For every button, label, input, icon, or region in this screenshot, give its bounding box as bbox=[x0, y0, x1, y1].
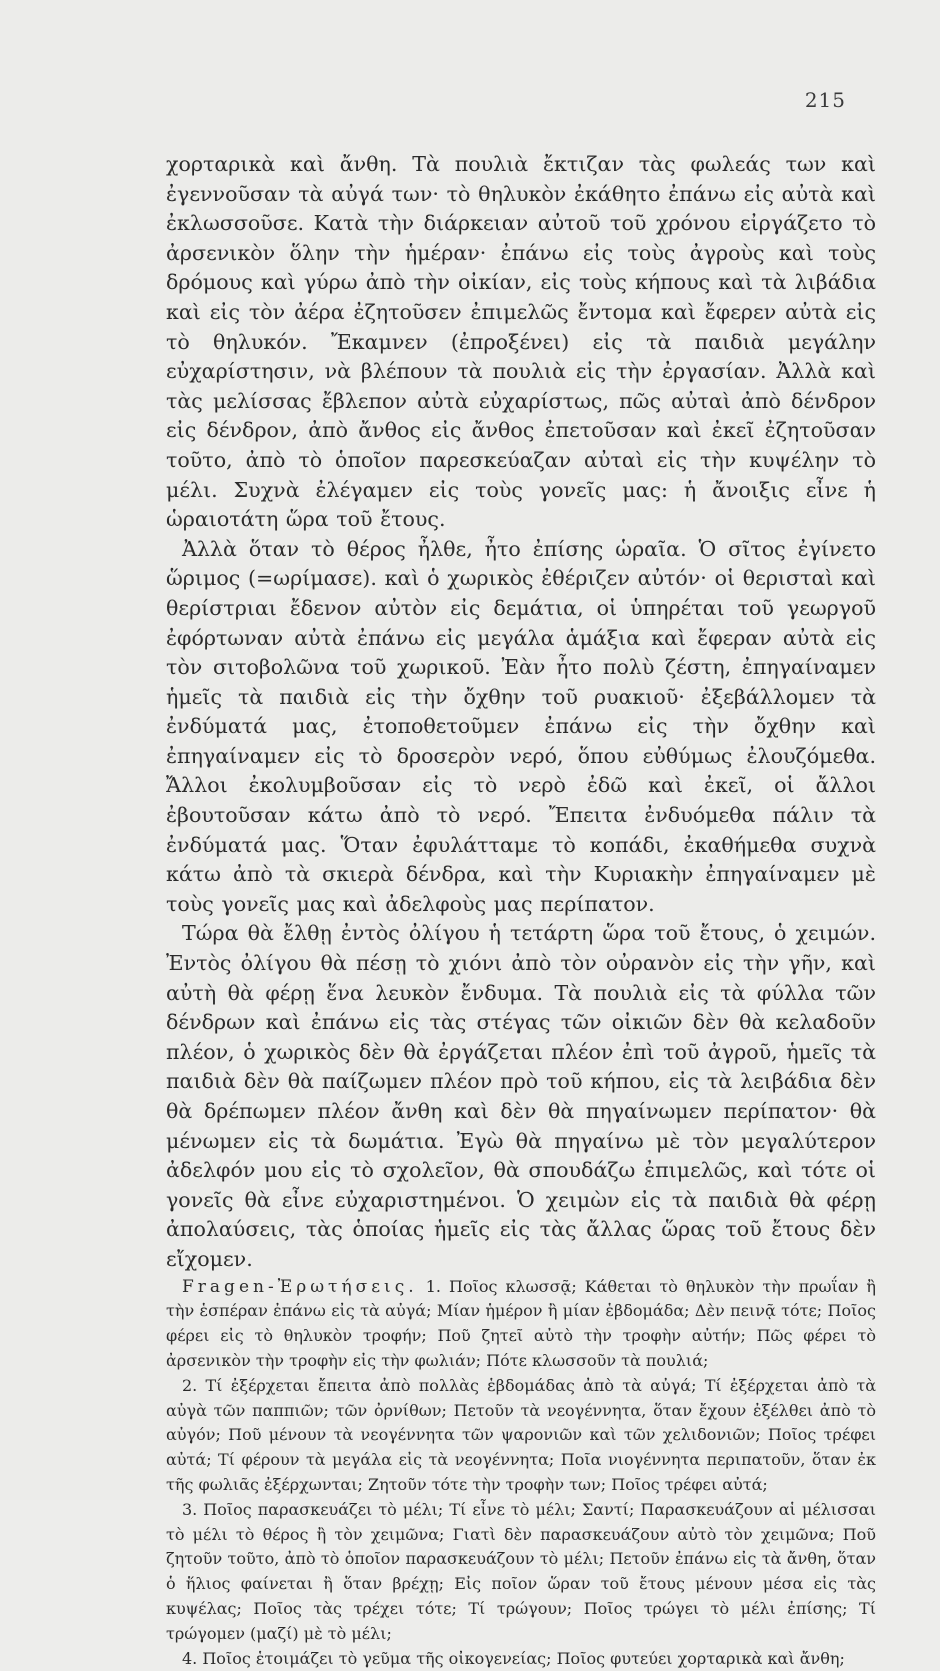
question-item-1: 1. Ποῖος κλωσσᾷ; Κάθεται τὸ θηλυκὸν τὴν πρωΐαν ἢ τὴν ἑσπέραν ἐπάνω εἰς τὰ αὐγά; Μίαν ἡμέρον ἢ μίαν ἑβδομάδα; Δὲν πεινᾷ τότε; Ποῖος φέρει εἰς τὸ θηλυκὸν τροφήν; Ποῦ ζητεῖ αὐτὸ τὴν τροφὴν αὐτήν; Πῶς φέρει τὸ ἀρσενικὸν τὴν τροφὴν εἰς τὴν φωλιάν; Πότε κλωσσοῦν τὰ πουλιά; bbox=[166, 1276, 876, 1370]
body-text bbox=[166, 150, 876, 1671]
paragraph-winter: Τώρα θὰ ἔλθῃ ἐντὸς ὀλίγου ἡ τετάρτη ὥρα τοῦ ἔτους, ὁ χειμών. Ἐντὸς ὀλίγου θὰ πέσῃ τὸ χιόνι ἀπὸ τὸν οὐρανὸν εἰς τὴν γῆν, καὶ αὐτὴ θὰ φέρῃ ἕνα λευκὸν ἔνδυμα. Τὰ πουλιὰ εἰς τὰ φύλλα τῶν δένδρων καὶ ἐπάνω εἰς τὰς στέγας τῶν οἰκιῶν δὲν θὰ κελαδοῦν πλέον, ὁ χωρικὸς δὲν θὰ ἐργάζεται πλέον ἐπὶ τοῦ ἀγροῦ, ἡμεῖς τὰ παιδιὰ δὲν θὰ παίζωμεν πλέον πρὸ τοῦ κήπου, εἰς τὰ λειβάδια δὲν θὰ δρέπωμεν πλέον ἄνθη καὶ δὲν θὰ πηγαίνωμεν περίπατον· θὰ μένωμεν εἰς τὰ δωμάτια. Ἐγὼ θὰ πηγαίνω μὲ τὸν μεγαλύτερον ἀδελφόν μου εἰς τὸ σχολεῖον, θὰ σπουδάζω ἐπιμελῶς, καὶ τότε οἱ γονεῖς θὰ εἶνε εὐχαριστημένοι. Ὁ χειμὼν εἰς τὰ παιδιὰ θὰ φέρῃ ἀπολαύσεις, τὰς ὁποίας ἡμεῖς εἰς τὰς ἄλλας ὥρας τοῦ ἔτους δὲν εἴχομεν. bbox=[166, 921, 876, 1271]
questions-section bbox=[166, 1275, 876, 1671]
question-block-1 bbox=[166, 1275, 876, 1374]
questions-heading: Fragen-Ἐρωτήσεις. bbox=[182, 1276, 418, 1297]
question-block-2: 2. Τί ἐξέρχεται ἔπειτα ἀπὸ πολλὰς ἑβδομάδας ἀπὸ τὰ αὐγά; Τί ἐξέρχεται ἀπὸ τὰ αὐγὰ τῶν παππιῶν; τῶν ὀρνίθων; Πετοῦν τὰ νεογέννητα, ὅταν ἔχουν ἐξέλθει ἀπὸ τὸ αὐγόν; Ποῦ μένουν τὰ νεογέννητα τῶν ψαρονιῶν καὶ τῶν χελιδονιῶν; Ποῖος τρέφει αὐτά; Τί φέρουν τὰ μεγάλα εἰς τὰ νεογέννητα; Ποῖα νιογέννητα περιπατοῦν, ὅταν ἐκ τῆς φωλιᾶς ἐξέρχωνται; Ζητοῦν τότε τὴν τροφὴν των; Ποῖος τρέφει αὐτά; bbox=[166, 1375, 876, 1494]
question-block-3: 3. Ποῖος παρασκευάζει τὸ μέλι; Τί εἶνε τὸ μέλι; Σαντί; Παρασκευάζουν αἱ μέλισσαι τὸ μέλι τὸ θέρος ἢ τὸν χειμῶνα; Γιατὶ δὲν παρασκευάζουν αὐτὸ τὸν χειμῶνα; Ποῦ ζητοῦν τοῦτο, ἀπὸ τὸ ὁποῖον παρασκευάζουν τὸ μέλι; Πετοῦν ἐπάνω εἰς τὰ ἄνθη, ὅταν ὁ ἥλιος φαίνεται ἢ ὅταν βρέχῃ; Εἰς ποῖον ὥραν τοῦ ἔτους μένουν μέσα εἰς τὰς κυψέλας; Ποῖος τὰς τρέχει τότε; Τί τρώγουν; Ποῖος τρώγει τὸ μέλι ἐπίσης; Τί τρώγομεν (μαζί) μὲ τὸ μέλι; bbox=[166, 1499, 876, 1643]
paragraph-spring: χορταρικὰ καὶ ἄνθη. Τὰ πουλιὰ ἔκτιζαν τὰς φωλεάς των καὶ ἐγεννοῦσαν τὰ αὐγά των· τὸ θηλυκὸν ἐκάθητο ἐπάνω εἰς αὐτὰ καὶ ἐκλωσσοῦσε. Κατὰ τὴν διάρκειαν αὐτοῦ τοῦ χρόνου εἰργάζετο τὸ ἀρσενικὸν ὅλην τὴν ἡμέραν· ἐπάνω εἰς τοὺς ἀγροὺς καὶ τοὺς δρόμους καὶ γύρω ἀπὸ τὴν οἰκίαν, εἰς τοὺς κήπους καὶ τὰ λιβάδια καὶ εἰς τὸν ἀέρα ἐζητοῦσεν ἐπιμελῶς ἔντομα καὶ ἔφερεν αὐτὰ εἰς τὸ θηλυκόν. Ἔκαμνεν (ἐπροξένει) εἰς τὰ παιδιὰ μεγάλην εὐχαρίστησιν, νὰ βλέπουν τὰ πουλιὰ εἰς τὴν ἐργασίαν. Ἀλλὰ καὶ τὰς μελίσσας ἔβλεπον αὐτὰ εὐχαρίστως, πῶς αὐταὶ ἀπὸ δένδρον εἰς δένδρον, ἀπὸ ἄνθος εἰς ἄνθος ἐπετοῦσαν καὶ ἐκεῖ ἐζητοῦσαν τοῦτο, ἀπὸ τὸ ὁποῖον παρεσκεύαζαν αὐταὶ εἰς τὴν κυψέλην τὸ μέλι. Συχνὰ ἐλέγαμεν εἰς τοὺς γονεῖς μας: ἡ ἄνοιξις εἶνε ἡ ὡραιοτάτη ὥρα τοῦ ἔτους. bbox=[166, 152, 876, 532]
page-number: 215 bbox=[804, 88, 846, 112]
question-block-4: 4. Ποῖος ἑτοιμάζει τὸ γεῦμα τῆς οἰκογενείας; Ποῖος φυτεύει χορταρικὰ καὶ ἄνθη; bbox=[182, 1648, 845, 1668]
paragraph-summer: Ἀλλὰ ὅταν τὸ θέρος ἦλθε, ἦτο ἐπίσης ὡραῖα. Ὁ σῖτος ἐγίνετο ὥριμος (=ωρίμασε). καὶ ὁ χωρικὸς ἐθέριζεν αὐτόν· οἱ θερισταὶ καὶ θερίστριαι ἔδενον αὐτὸν εἰς δεμάτια, οἱ ὑπηρέται τοῦ γεωργοῦ ἐφόρτωναν αὐτὰ ἐπάνω εἰς μεγάλα ἁμάξια καὶ ἔφεραν αὐτὰ εἰς τὸν σιτοβολῶνα τοῦ χωρικοῦ. Ἐὰν ἦτο πολὺ ζέστη, ἐπηγαίναμεν ἡμεῖς τὰ παιδιὰ εἰς τὴν ὄχθην τοῦ ρυακιοῦ· ἐξεβάλλομεν τὰ ἐνδύματά μας, ἐτοποθετοῦμεν ἐπάνω εἰς τὴν ὄχθην καὶ ἐπηγαίναμεν εἰς τὸ δροσερὸν νερό, ὅπου εὐθύμως ἐλουζόμεθα. Ἄλλοι ἐκολυμβοῦσαν εἰς τὸ νερὸ ἐδῶ καὶ ἐκεῖ, οἱ ἄλλοι ἐβουτοῦσαν κάτω ἀπὸ τὸ νερό. Ἔπειτα ἐνδυόμεθα πάλιν τὰ ἐνδύματά μας. Ὅταν ἐφυλάτταμε τὸ κοπάδι, ἐκαθήμεθα συχνὰ κάτω ἀπὸ τὰ σκιερὰ δένδρα, καὶ τὴν Κυριακὴν ἐπηγαίναμεν μὲ τοὺς γονεῖς μας καὶ ἀδελφοὺς μας περίπατον. bbox=[166, 536, 876, 916]
